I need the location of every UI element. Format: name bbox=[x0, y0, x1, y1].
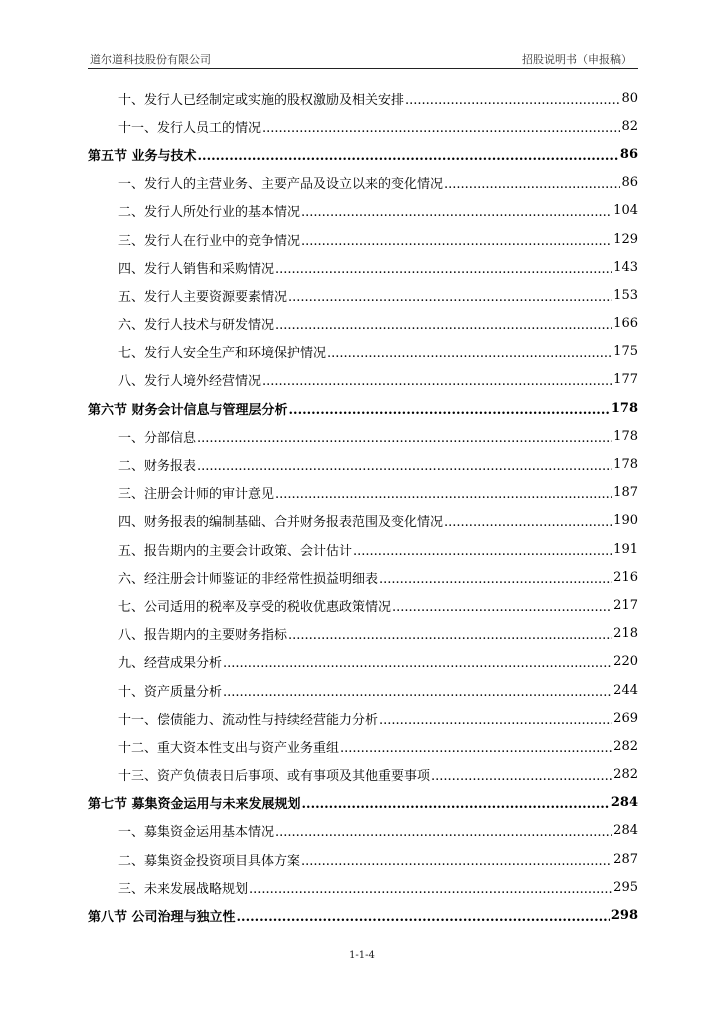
toc-entry bbox=[88, 479, 638, 507]
toc-leader-dots bbox=[379, 714, 612, 727]
toc-leader-dots bbox=[288, 629, 612, 642]
toc-entry-page: 187 bbox=[613, 485, 638, 501]
toc-entry bbox=[88, 338, 638, 366]
header-company-name: 道尔道科技股份有限公司 bbox=[90, 53, 211, 66]
toc-entry bbox=[88, 563, 638, 591]
toc-entry-page: 178 bbox=[613, 457, 638, 473]
toc-leader-dots bbox=[379, 573, 612, 586]
toc-leader-dots bbox=[249, 883, 612, 896]
toc-entry bbox=[88, 591, 638, 619]
toc-entry-title: 二、财务报表 bbox=[118, 459, 197, 475]
toc-entry-title: 三、发行人在行业中的竞争情况 bbox=[118, 233, 301, 249]
toc-entry bbox=[88, 450, 638, 478]
toc-entry bbox=[88, 225, 638, 253]
toc-entry bbox=[88, 620, 638, 648]
toc-leader-dots bbox=[444, 178, 620, 191]
toc-entry-page: 269 bbox=[613, 710, 638, 726]
toc-entry-title: 三、注册会计师的审计意见 bbox=[118, 487, 275, 503]
toc-entry-title: 五、发行人主要资源要素情况 bbox=[118, 289, 288, 305]
toc-leader-dots bbox=[353, 545, 612, 558]
toc-entry-title: 七、发行人安全生产和环境保护情况 bbox=[118, 346, 327, 362]
toc-entry-page: 220 bbox=[613, 654, 638, 670]
toc-entry-title: 三、未来发展战略规划 bbox=[118, 881, 249, 897]
toc-entry-page: 287 bbox=[613, 851, 638, 867]
toc-section-entry bbox=[88, 394, 638, 422]
toc-entry-page: 284 bbox=[613, 823, 638, 839]
toc-entry-title: 十二、重大资本性支出与资产业务重组 bbox=[118, 740, 340, 756]
toc-entry-title: 一、分部信息 bbox=[118, 430, 197, 446]
toc-section-entry bbox=[88, 789, 638, 817]
toc-entry-page: 86 bbox=[621, 175, 638, 191]
toc-entry-title: 十一、发行人员工的情况 bbox=[118, 120, 262, 136]
toc-leader-dots bbox=[301, 855, 612, 868]
toc-entry-page: 218 bbox=[613, 626, 638, 642]
toc-entry bbox=[88, 197, 638, 225]
toc-entry-title: 八、发行人境外经营情况 bbox=[118, 374, 262, 390]
toc-entry-page: 178 bbox=[610, 400, 638, 416]
toc-entry-page: 190 bbox=[613, 513, 638, 529]
toc-leader-dots bbox=[223, 686, 612, 699]
toc-entry bbox=[88, 704, 638, 732]
toc-leader-dots bbox=[223, 657, 612, 670]
toc-leader-dots bbox=[275, 319, 612, 332]
toc-entry bbox=[88, 817, 638, 845]
toc-entry-page: 244 bbox=[613, 682, 638, 698]
toc-entry-page: 217 bbox=[613, 597, 638, 613]
toc-leader-dots bbox=[288, 291, 612, 304]
page-header bbox=[88, 51, 638, 67]
toc-leader-dots bbox=[392, 601, 612, 614]
toc-leader-dots bbox=[275, 263, 612, 276]
toc-entry-title: 二、发行人所处行业的基本情况 bbox=[118, 205, 301, 221]
toc-section-entry bbox=[88, 901, 638, 929]
toc-entry-title: 第五节 业务与技术 bbox=[88, 148, 197, 164]
table-of-contents bbox=[88, 84, 638, 930]
toc-entry bbox=[88, 422, 638, 450]
toc-leader-dots bbox=[327, 347, 612, 360]
toc-leader-dots bbox=[275, 488, 612, 501]
toc-entry bbox=[88, 84, 638, 112]
toc-entry bbox=[88, 507, 638, 535]
toc-entry-page: 216 bbox=[613, 569, 638, 585]
toc-leader-dots bbox=[197, 432, 612, 445]
toc-leader-dots bbox=[237, 911, 610, 924]
toc-leader-dots bbox=[262, 375, 612, 388]
toc-leader-dots bbox=[405, 94, 620, 107]
toc-entry bbox=[88, 281, 638, 309]
toc-entry bbox=[88, 648, 638, 676]
toc-entry-title: 第六节 财务会计信息与管理层分析 bbox=[88, 402, 288, 418]
toc-entry-page: 80 bbox=[621, 90, 638, 106]
toc-entry-page: 153 bbox=[613, 287, 638, 303]
toc-entry-page: 143 bbox=[613, 259, 638, 275]
toc-entry-title: 六、发行人技术与研发情况 bbox=[118, 318, 275, 334]
toc-leader-dots bbox=[301, 206, 612, 219]
toc-entry bbox=[88, 310, 638, 338]
toc-entry-title: 二、募集资金投资项目具体方案 bbox=[118, 853, 301, 869]
toc-entry-title: 八、报告期内的主要财务指标 bbox=[118, 628, 288, 644]
toc-leader-dots bbox=[302, 798, 610, 811]
toc-entry bbox=[88, 366, 638, 394]
toc-entry bbox=[88, 873, 638, 901]
toc-leader-dots bbox=[444, 516, 612, 529]
toc-leader-dots bbox=[275, 826, 612, 839]
toc-entry-page: 295 bbox=[613, 879, 638, 895]
toc-entry-title: 十、发行人已经制定或实施的股权激励及相关安排 bbox=[118, 92, 405, 108]
toc-entry-title: 十三、资产负债表日后事项、或有事项及其他重要事项 bbox=[118, 769, 431, 785]
toc-entry-title: 四、财务报表的编制基础、合并财务报表范围及变化情况 bbox=[118, 515, 444, 531]
toc-entry-page: 178 bbox=[613, 428, 638, 444]
toc-entry-title: 一、发行人的主营业务、主要产品及设立以来的变化情况 bbox=[118, 177, 444, 193]
toc-entry bbox=[88, 761, 638, 789]
toc-entry bbox=[88, 676, 638, 704]
toc-entry-title: 一、募集资金运用基本情况 bbox=[118, 825, 275, 841]
toc-entry-title: 四、发行人销售和采购情况 bbox=[118, 261, 275, 277]
toc-entry bbox=[88, 732, 638, 760]
toc-entry-page: 129 bbox=[613, 231, 638, 247]
toc-entry-page: 86 bbox=[619, 146, 638, 162]
toc-entry-title: 六、经注册会计师鉴证的非经常性损益明细表 bbox=[118, 571, 379, 587]
toc-entry-title: 十、资产质量分析 bbox=[118, 684, 223, 700]
toc-leader-dots bbox=[289, 404, 610, 417]
toc-entry-page: 82 bbox=[621, 118, 638, 134]
toc-entry-title: 第七节 募集资金运用与未来发展规划 bbox=[88, 797, 301, 813]
page-footer bbox=[0, 950, 724, 961]
toc-entry-page: 191 bbox=[613, 541, 638, 557]
toc-leader-dots bbox=[262, 122, 620, 135]
toc-entry-page: 282 bbox=[613, 738, 638, 754]
toc-entry bbox=[88, 253, 638, 281]
toc-entry-page: 175 bbox=[613, 344, 638, 360]
footer-page-number: 1-1-4 bbox=[349, 950, 375, 961]
toc-leader-dots bbox=[340, 742, 612, 755]
toc-entry bbox=[88, 169, 638, 197]
toc-section-entry bbox=[88, 140, 638, 168]
toc-entry-page: 177 bbox=[613, 372, 638, 388]
toc-leader-dots bbox=[431, 770, 612, 783]
toc-entry bbox=[88, 535, 638, 563]
toc-entry-page: 284 bbox=[610, 795, 638, 811]
toc-entry-page: 166 bbox=[613, 316, 638, 332]
toc-entry-title: 七、公司适用的税率及享受的税收优惠政策情况 bbox=[118, 599, 392, 615]
toc-entry bbox=[88, 112, 638, 140]
header-document-type: 招股说明书（申报稿） bbox=[522, 53, 632, 66]
toc-leader-dots bbox=[197, 460, 612, 473]
toc-entry-title: 五、报告期内的主要会计政策、会计估计 bbox=[118, 543, 353, 559]
toc-entry-title: 第八节 公司治理与独立性 bbox=[88, 910, 236, 926]
toc-entry-title: 九、经营成果分析 bbox=[118, 656, 223, 672]
toc-entry bbox=[88, 845, 638, 873]
toc-entry-title: 十一、偿债能力、流动性与持续经营能力分析 bbox=[118, 712, 379, 728]
toc-leader-dots bbox=[198, 150, 619, 163]
toc-entry-page: 104 bbox=[613, 203, 638, 219]
toc-leader-dots bbox=[301, 235, 612, 248]
toc-entry-page: 282 bbox=[613, 767, 638, 783]
header-divider bbox=[88, 68, 638, 69]
toc-entry-page: 298 bbox=[610, 908, 638, 924]
